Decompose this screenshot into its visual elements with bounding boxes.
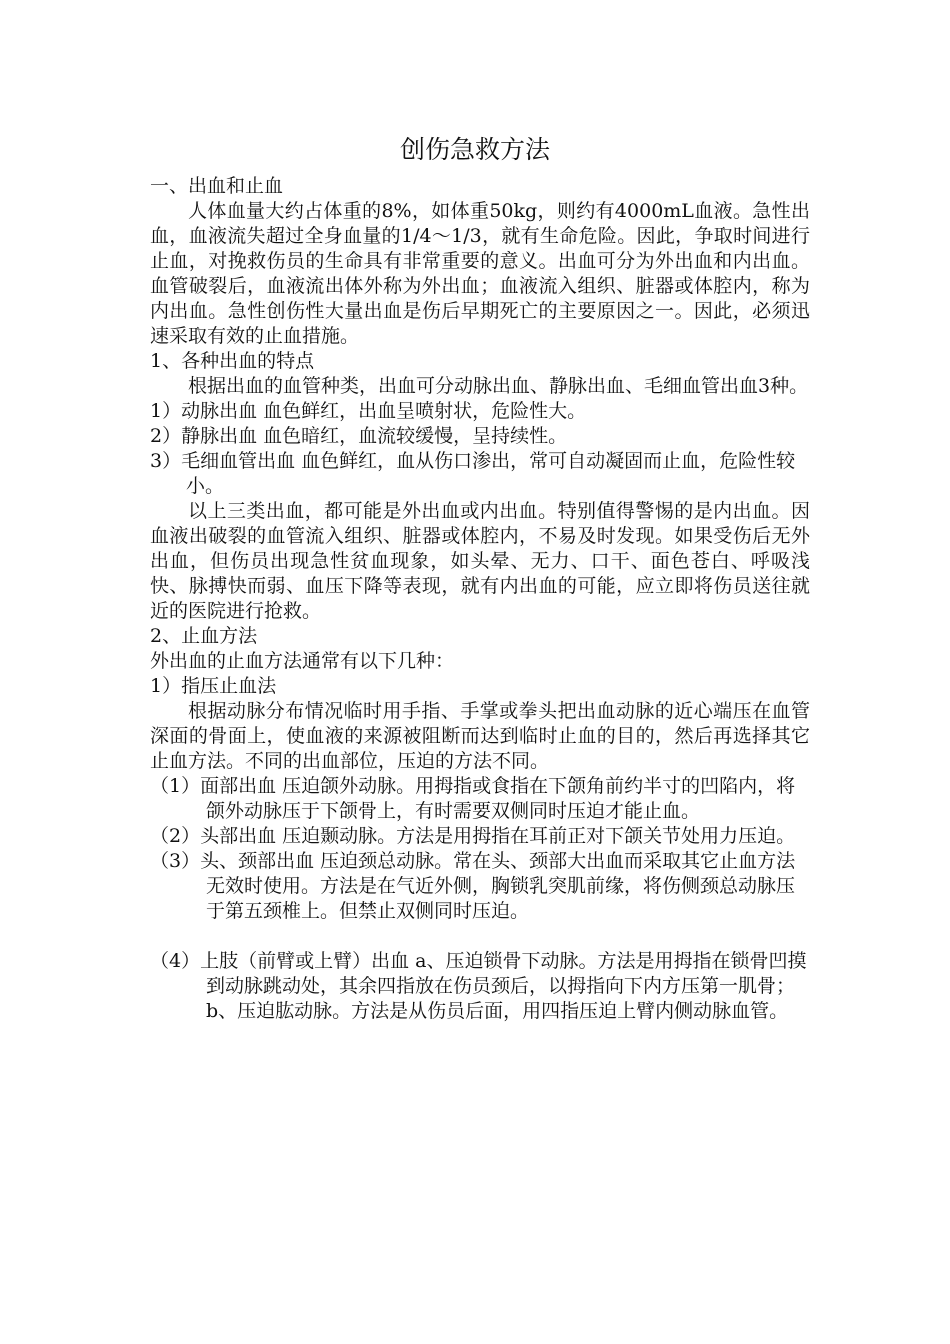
method-paragraph: 根据动脉分布情况临时用手指、手掌或拳头把出血动脉的近心端压在血管深面的骨面上，使血液的来源被阻断而达到临时止血的目的，然后再选择其它止血方法。不同的出血部位，压迫的方法不同。 xyxy=(150,700,810,772)
document-body xyxy=(150,174,810,1024)
list-item: 1）动脉出血 血色鲜红，出血呈喷射状，危险性大。 xyxy=(150,400,587,422)
list-item: （4）上肢（前臂或上臂）出血 a、压迫锁骨下动脉。方法是用拇指在锁骨凹摸到动脉跳动处，其余四指放在伤员颈后，以拇指向下内方压第一肌骨；b、压迫肱动脉。方法是从伤员后面，用四指压迫上臂内侧动脉血管。 xyxy=(150,950,807,1022)
section-heading: 一、出血和止血 xyxy=(150,175,284,197)
list-item: （1）面部出血 压迫颌外动脉。用拇指或食指在下颌角前约半寸的凹陷内，将颌外动脉压于下颌骨上，有时需要双侧同时压迫才能止血。 xyxy=(150,775,796,822)
list-item: 2）静脉出血 血色暗红，血流较缓慢，呈持续性。 xyxy=(150,425,568,447)
list-item: 3）毛细血管出血 血色鲜红，血从伤口渗出，常可自动凝固而止血，危险性较小。 xyxy=(150,450,796,497)
internal-bleeding-paragraph: 以上三类出血，都可能是外出血或内出血。特别值得警惕的是内出血。因血液出破裂的血管流入组织、脏器或体腔内，不易及时发现。如果受伤后无外出血，但伤员出现急性贫血现象，如头晕、无力、口干、面色苍白、呼吸浅快、脉搏快而弱、血压下降等表现，就有内出血的可能，应立即将伤员送往就近的医院进行抢救。 xyxy=(150,500,810,622)
list-item: （2）头部出血 压迫颞动脉。方法是用拇指在耳前正对下颌关节处用力压迫。 xyxy=(150,825,796,847)
list-item: （3）头、颈部出血 压迫颈总动脉。常在头、颈部大出血而采取其它止血方法无效时使用。方法是在气近外侧，胸锁乳突肌前缘，将伤侧颈总动脉压于第五颈椎上。但禁止双侧同时压迫。 xyxy=(150,850,796,922)
method-heading: 1）指压止血法 xyxy=(150,675,277,697)
document-title: 创伤急救方法 xyxy=(399,135,550,164)
methods-intro: 外出血的止血方法通常有以下几种： xyxy=(150,650,455,672)
bleed-types-intro: 根据出血的血管种类，出血可分动脉出血、静脉出血、毛细血管出血3种。 xyxy=(188,375,809,397)
subsection-heading: 2、止血方法 xyxy=(150,625,258,647)
intro-paragraph: 人体血量大约占体重的8%，如体重50kg，则约有4000mL血液。急性出血，血液流失超过全身血量的1/4～1/3，就有生命危险。因此，争取时间进行止血，对挽救伤员的生命具有非常重要的意义。出血可分为外出血和内出血。血管破裂后，血液流出体外称为外出血；血液流入组织、脏器或体腔内，称为内出血。急性创伤性大量出血是伤后早期死亡的主要原因之一。因此，必须迅速采取有效的止血措施。 xyxy=(150,200,810,347)
subsection-heading: 1、各种出血的特点 xyxy=(150,350,315,372)
